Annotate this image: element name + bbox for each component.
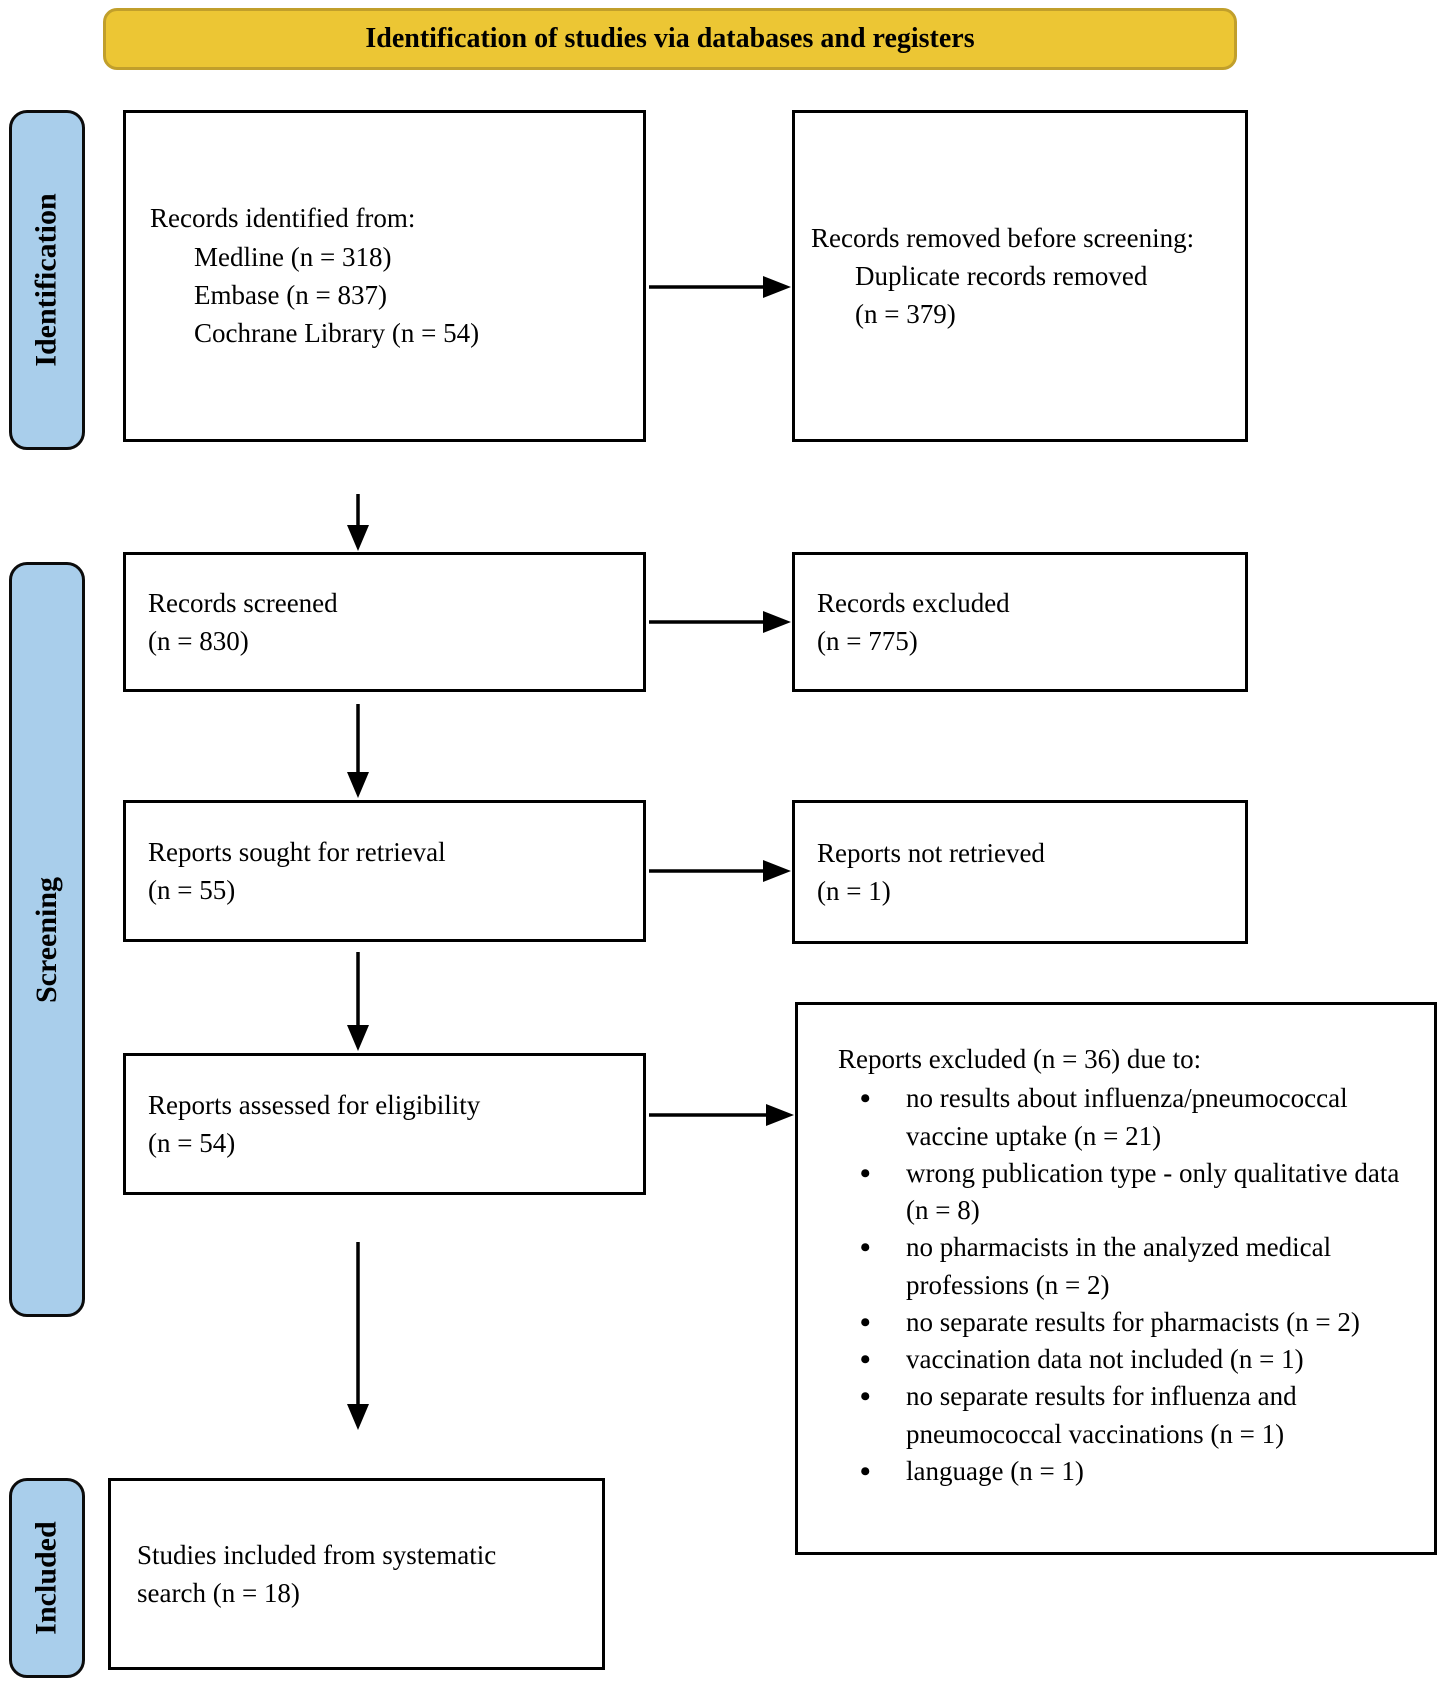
arrowhead-icon <box>347 1025 369 1051</box>
list-item: • vaccination data not included (n = 1) <box>824 1341 1412 1378</box>
box-records-identified <box>123 110 646 442</box>
stage-included <box>9 1478 85 1678</box>
list-item: Cochrane Library (n = 54) <box>194 318 480 349</box>
list-item: • no results about influenza/pneumococcal vaccine uptake (n = 21) <box>824 1080 1412 1155</box>
arrow-identified-down <box>347 494 369 551</box>
list-item: • wrong publication type - only qualitative data (n = 8) <box>824 1155 1412 1230</box>
arrow-screened-down <box>347 704 369 798</box>
stage-label-included: Included <box>30 1521 64 1635</box>
stage-identification <box>9 110 85 450</box>
stage-label-screening: Screening <box>30 876 64 1003</box>
arrowhead-icon <box>766 1104 794 1126</box>
list-item: (n = 379) <box>855 299 956 330</box>
box-line: (n = 830) <box>148 626 249 656</box>
arrowhead-icon <box>763 860 791 882</box>
list-item: • no pharmacists in the analyzed medical professions (n = 2) <box>824 1229 1412 1304</box>
arrow-screened-to-excluded <box>649 611 791 633</box>
arrow-assessed-to-excluded-reasons <box>649 1104 794 1126</box>
arrowhead-icon <box>347 772 369 798</box>
arrow-sought-down <box>347 952 369 1051</box>
arrowhead-icon <box>347 525 369 551</box>
box-line: Reports sought for retrieval <box>148 836 446 867</box>
box-title: Reports excluded (n = 36) due to: <box>838 1044 1202 1074</box>
arrow-sought-to-not-retrieved <box>649 860 791 882</box>
box-line: search (n = 18) <box>137 1578 300 1608</box>
box-title: Records removed before screening: <box>811 222 1195 253</box>
list-item: Medline (n = 318) <box>194 241 392 272</box>
box-line: (n = 54) <box>148 1128 236 1158</box>
stage-screening <box>9 562 85 1317</box>
banner <box>103 8 1237 70</box>
box-reports-not-retrieved <box>792 800 1248 944</box>
arrow-assessed-down <box>347 1242 369 1430</box>
box-line: Records screened <box>148 587 338 618</box>
box-line: (n = 55) <box>148 875 236 905</box>
box-records-removed <box>792 110 1248 442</box>
box-studies-included <box>108 1478 605 1670</box>
box-line: (n = 775) <box>817 626 918 656</box>
box-records-excluded <box>792 552 1248 692</box>
list-item: • no separate results for pharmacists (n = 2) <box>824 1304 1412 1341</box>
box-records-screened <box>123 552 646 692</box>
arrowhead-icon <box>763 276 791 298</box>
box-line: Reports not retrieved <box>817 837 1045 868</box>
list-item: Embase (n = 837) <box>194 280 387 310</box>
box-reports-sought <box>123 800 646 942</box>
arrowhead-icon <box>347 1404 369 1430</box>
arrow-identified-to-removed <box>649 276 791 298</box>
box-line: Reports assessed for eligibility <box>148 1089 481 1120</box>
stage-label-identification: Identification <box>30 193 63 367</box>
list-item: • no separate results for influenza and pneumococcal vaccinations (n = 1) <box>824 1378 1412 1453</box>
list-item: Duplicate records removed <box>855 260 1148 291</box>
banner-title: Identification of studies via databases and registers <box>365 23 975 54</box>
arrowhead-icon <box>763 611 791 633</box>
box-reports-assessed <box>123 1053 646 1195</box>
box-excluded-reasons <box>795 1002 1437 1555</box>
list-item: • language (n = 1) <box>824 1453 1412 1490</box>
excluded-reasons-list <box>824 1080 1412 1490</box>
box-line: Records excluded <box>817 587 1010 618</box>
box-line: (n = 1) <box>817 876 891 906</box>
box-title: Records identified from: <box>150 203 416 234</box>
box-line: Studies included from systematic <box>137 1539 497 1570</box>
